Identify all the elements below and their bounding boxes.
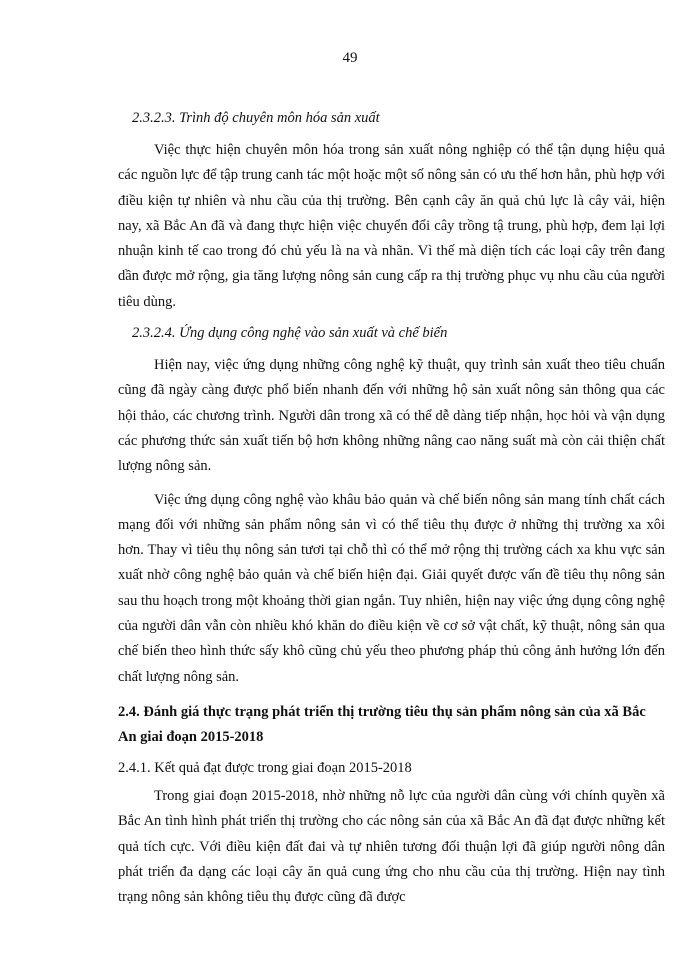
subsection-heading-2-3-2-4: 2.3.2.4. Ứng dụng công nghệ vào sản xuất và chế biến — [132, 325, 448, 342]
subsection-heading-2-3-2-3: 2.3.2.3. Trình độ chuyên môn hóa sản xuất — [132, 110, 380, 126]
paragraph-results-2015-2018: Trong giai đoạn 2015-2018, nhờ những nỗ lực của người dân cùng với chính quyền xã Bắc An tình hình phát triển thị trường cho các nông sản của xã Bắc An đã đạt được những kết quả tích cực. Với điều kiện đất đai và tự nhiên tương đối thuận lợi đã giúp người nông dân phát triển đa dạng các loại cây ăn quả cung ứng cho nhu cầu của thị trường. Hiện nay tình trạng nông sản không tiêu thụ được cũng đã được — [118, 787, 665, 906]
paragraph-preservation-processing: Việc ứng dụng công nghệ vào khâu bảo quản và chế biến nông sản mang tính chất cách mạng đối với những sản phẩm nông sản vì có thể tiêu thụ được ở những thị trường xa xôi hơn. Thay vì tiêu thụ nông sản tươi tại chỗ thì có thể mở rộng thị trường cách xa khu vực sản xuất nhờ công nghệ bảo quản và chế biến hiện đại. Giải quyết được vấn đề tiêu thụ nông sản sau thu hoạch trong một khoảng thời gian ngắn. Tuy nhiên, hiện nay việc ứng dụng công nghệ của người dân vẫn còn nhiều khó khăn do điều kiện về cơ sở vật chất, kỹ thuật, nông sản qua chế biến theo hình thức sấy khô cũng chủ yếu theo phương pháp thủ công ảnh hưởng lớn đến chất lượng nông sản. — [118, 491, 665, 685]
paragraph-technology-application: Hiện nay, việc ứng dụng những công nghệ kỹ thuật, quy trình sản xuất theo tiêu chuẩn cũng đã ngày càng được phổ biến nhanh đến với những hộ sản xuất nông sản thông qua các hội thảo, các chương trình. Người dân trong xã có thể dễ dàng tiếp nhận, học hỏi và vận dụng các phương thức sản xuất tiến bộ hơn không những nâng cao năng suất mà còn cải thiện chất lượng nông sản. — [118, 357, 665, 475]
subsection-heading-2-4-1: 2.4.1. Kết quả đạt được trong giai đoạn 2015-2018 — [118, 759, 412, 776]
page-content — [118, 108, 665, 918]
section-heading-2-4: 2.4. Đánh giá thực trạng phát triển thị trường tiêu thụ sản phẩm nông sản của xã Bắc An giai đoạn 2015-2018 — [118, 703, 646, 745]
page-number: 49 — [342, 50, 358, 66]
paragraph-specialization: Việc thực hiện chuyên môn hóa trong sản xuất nông nghiệp có thể tận dụng hiệu quả các nguồn lực để tập trung canh tác một hoặc một số nông sản có ưu thế hơn hẳn, phù hợp với điều kiện tự nhiên và nhu cầu của thị trường. Bên cạnh cây ăn quả chủ lực là cây vải, hiện nay, xã Bắc An đã và đang thực hiện việc chuyển đổi cây trồng tậ trung, phù hợp, đem lại lợi nhuận kinh tế cao trong đó chủ yếu là na và nhãn. Vì thế mà diện tích các loại cây trên đang dần được mở rộng, gia tăng lượng nông sản cung cấp ra thị trường phục vụ nhu cầu của người tiêu dùng. — [118, 142, 665, 310]
